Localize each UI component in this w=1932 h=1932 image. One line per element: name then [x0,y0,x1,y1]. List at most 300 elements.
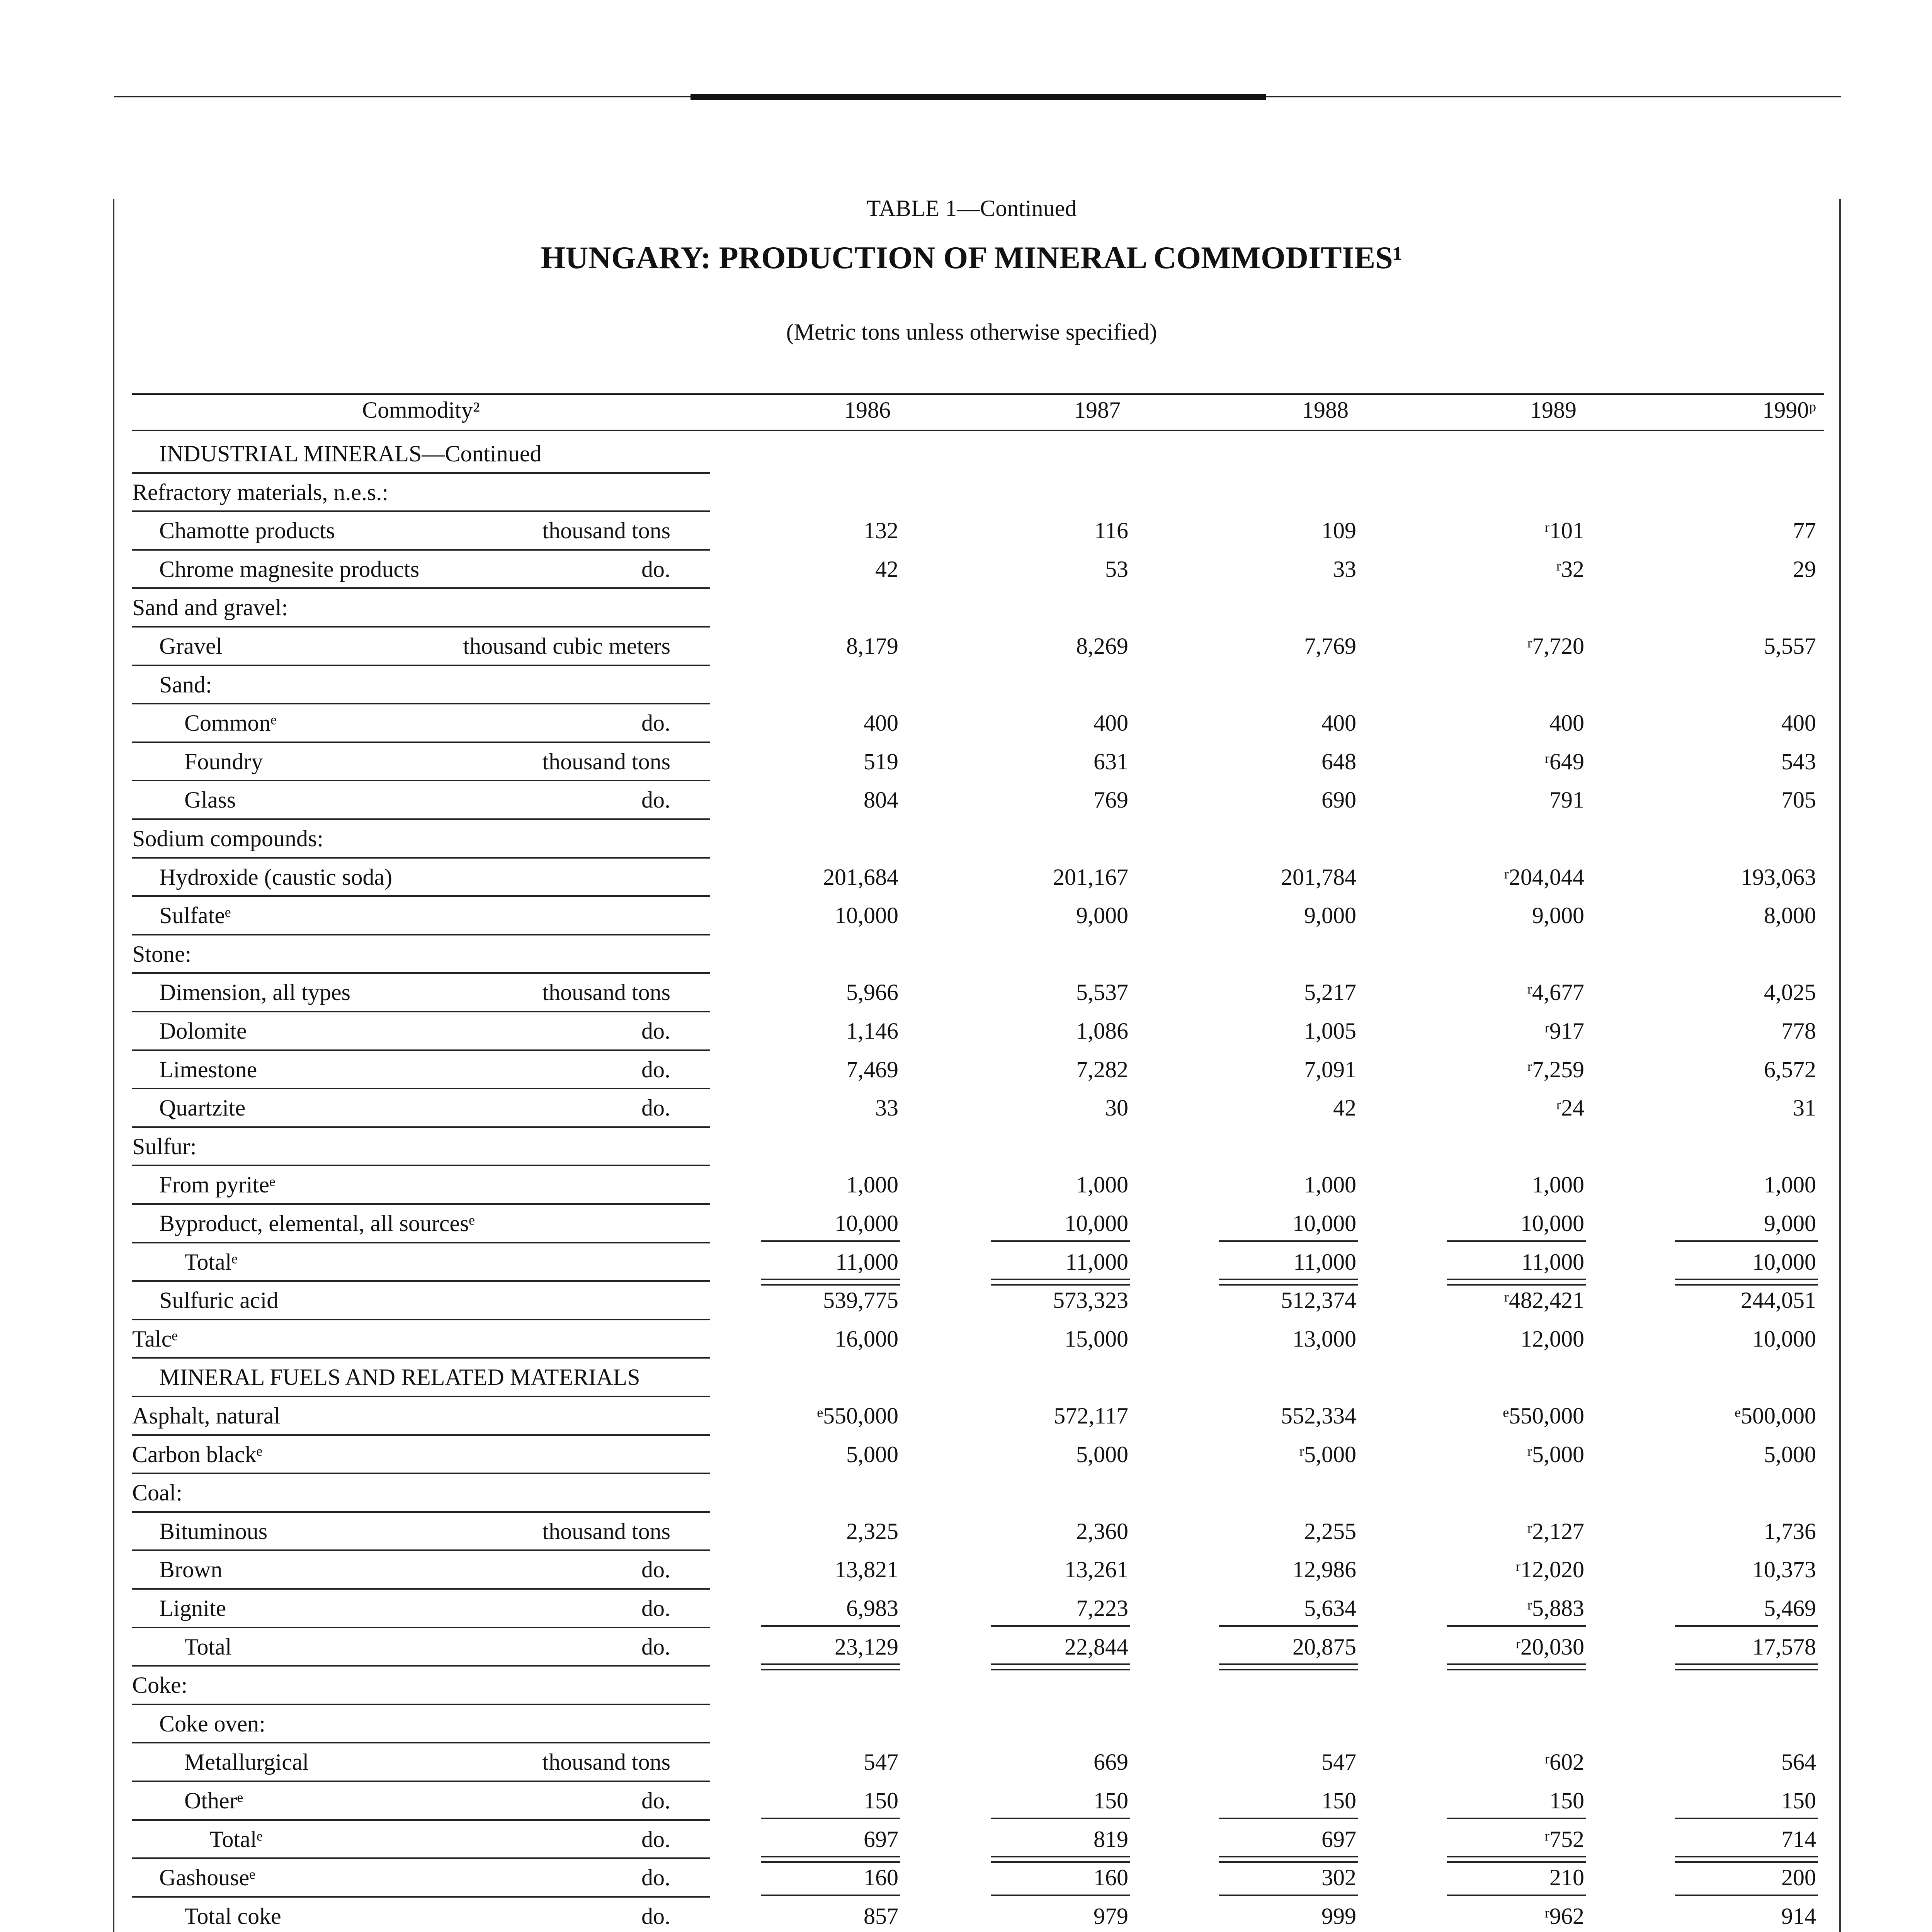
row-value: ʳ5,000 [1299,1441,1356,1467]
row-label: Lignite [159,1595,226,1621]
row-value: 4,025 [1764,980,1816,1005]
row-unit: thousand tons [542,980,670,1005]
row-label: Quartzite [159,1095,246,1121]
header-year: 1988 [1302,397,1349,423]
row-value: 5,000 [1764,1441,1816,1467]
row-rule [132,1126,710,1128]
row-unit: thousand tons [542,1749,670,1775]
row-label: Sand and gravel: [132,595,288,621]
row-value: 10,000 [835,903,898,929]
row-label: Metallurgical [184,1749,309,1775]
row-value: 519 [864,748,898,774]
row-value: 690 [1321,787,1356,813]
row-value: ʳ4,677 [1527,980,1584,1005]
row-label: Coal: [132,1480,182,1506]
value-double-underline [1219,1669,1358,1670]
row-value: 552,334 [1281,1403,1356,1429]
row-value: ʳ5,000 [1527,1441,1584,1467]
row-value: 16,000 [835,1326,898,1352]
row-value: 10,000 [1293,1211,1356,1236]
value-underline [1447,1856,1586,1857]
row-value: 12,986 [1293,1557,1356,1583]
row-rule [132,1473,710,1474]
row-value: 11,000 [1065,1249,1128,1275]
value-underline [1447,1240,1586,1242]
row-value: 512,374 [1281,1287,1356,1313]
row-value: ʳ7,720 [1527,633,1584,659]
row-rule [132,1857,710,1859]
value-underline [1219,1856,1358,1857]
row-label: INDUSTRIAL MINERALS—Continued [159,441,542,466]
row-value: 9,000 [1304,903,1356,929]
row-value: 1,000 [1076,1172,1128,1198]
value-underline [991,1895,1130,1896]
row-unit: thousand cubic meters [463,633,670,659]
table-subtitle: (Metric tons unless otherwise specified) [786,319,1157,345]
row-value: 20,875 [1293,1634,1356,1660]
row-rule [132,934,710,935]
row-value: ʳ482,421 [1503,1287,1584,1313]
row-rule [132,472,710,474]
row-value: 400 [1094,710,1128,736]
row-value: 631 [1094,748,1128,774]
row-rule [132,1319,710,1320]
row-value: 200 [1781,1865,1816,1891]
row-value: 705 [1781,787,1816,813]
value-underline [1219,1240,1358,1242]
row-value: 9,000 [1076,903,1128,929]
row-label: MINERAL FUELS AND RELATED MATERIALS [159,1364,640,1390]
row-label: Brown [159,1557,223,1583]
row-value: 6,983 [846,1595,898,1621]
row-value: 769 [1094,787,1128,813]
row-unit: do. [641,1056,670,1082]
row-value: 42 [1333,1095,1356,1121]
header-year: 1990ᵖ [1762,397,1816,423]
row-unit: do. [641,1788,670,1813]
row-label: From pyriteᵉ [159,1172,276,1198]
row-rule [132,857,710,859]
value-underline [991,1856,1130,1857]
row-rule [132,972,710,974]
row-label: Dolomite [159,1018,247,1044]
row-value: 8,269 [1076,633,1128,659]
row-value: ʳ101 [1544,518,1584,544]
row-value: 10,373 [1752,1557,1816,1583]
row-value: 10,000 [1065,1211,1128,1236]
row-unit: do. [641,1826,670,1852]
row-value: 109 [1321,518,1356,544]
row-label: Limestone [159,1056,257,1082]
row-value: 400 [1781,710,1816,736]
row-label: Chrome magnesite products [159,556,420,582]
header-year: 1989 [1530,397,1577,423]
row-value: ʳ7,259 [1527,1056,1584,1082]
value-underline [761,1240,900,1242]
row-rule [132,1242,710,1243]
row-value: 7,223 [1076,1595,1128,1621]
value-double-underline [1675,1284,1818,1286]
row-value: 2,255 [1304,1518,1356,1544]
header-year: 1987 [1074,397,1121,423]
row-value: 547 [864,1749,898,1775]
row-value: 648 [1321,748,1356,774]
row-label: Sulfateᵉ [159,903,231,929]
row-value: ʳ752 [1544,1826,1584,1852]
row-rule [132,1357,710,1359]
row-value: 5,469 [1764,1595,1816,1621]
table-title: HUNGARY: PRODUCTION OF MINERAL COMMODITIES¹ [541,240,1403,275]
value-underline [1219,1818,1358,1819]
row-unit: do. [641,1018,670,1044]
header-bottom-rule [132,430,1824,431]
row-value: ʳ24 [1556,1095,1584,1121]
row-rule [132,818,710,820]
row-value: 543 [1781,748,1816,774]
value-underline [761,1818,900,1819]
value-underline [991,1240,1130,1242]
row-rule [132,1627,710,1628]
left-margin-line [113,199,114,1932]
row-unit: thousand tons [542,1518,670,1544]
value-double-underline [761,1669,900,1670]
row-label: Total coke [184,1903,281,1929]
value-double-underline [1219,1861,1358,1863]
row-value: 30 [1105,1095,1128,1121]
value-underline [761,1663,900,1665]
row-label: Bituminous [159,1518,268,1544]
value-underline [761,1856,900,1857]
row-rule [132,1896,710,1898]
row-value: 1,005 [1304,1018,1356,1044]
row-value: 10,000 [1520,1211,1584,1236]
row-label: Refractory materials, n.e.s.: [132,479,389,505]
header-commodity: Commodity² [362,397,480,423]
value-underline [1675,1663,1818,1665]
row-value: 302 [1321,1865,1356,1891]
row-value: 150 [1094,1788,1128,1813]
value-double-underline [761,1284,900,1286]
row-value: 5,217 [1304,980,1356,1005]
row-rule [132,780,710,781]
row-value: 8,000 [1764,903,1816,929]
row-value: 999 [1321,1903,1356,1929]
value-underline [1447,1663,1586,1665]
row-rule [132,1203,710,1205]
row-unit: thousand tons [542,518,670,544]
row-rule [132,1165,710,1166]
value-double-underline [991,1669,1130,1670]
row-value: 2,360 [1076,1518,1128,1544]
row-rule [132,665,710,666]
row-value: 804 [864,787,898,813]
row-value: 697 [864,1826,898,1852]
row-rule [132,895,710,897]
row-value: 1,000 [1304,1172,1356,1198]
row-label: Totalᵉ [209,1826,263,1852]
value-underline [761,1625,900,1627]
row-value: 539,775 [823,1287,898,1313]
row-value: 6,572 [1764,1056,1816,1082]
value-underline [991,1625,1130,1627]
row-value: 979 [1094,1903,1128,1929]
row-unit: do. [641,1557,670,1583]
row-label: Gashouseᵉ [159,1865,255,1891]
row-rule [132,1704,710,1705]
row-label: Commonᵉ [184,710,277,736]
row-rule [132,1549,710,1551]
row-label: Coke: [132,1672,188,1698]
header-year: 1986 [844,397,891,423]
row-value: 564 [1781,1749,1816,1775]
row-value: 714 [1781,1826,1816,1852]
row-value: 1,000 [1764,1172,1816,1198]
row-label: Total [184,1634,232,1660]
row-value: 42 [875,556,898,582]
value-underline [991,1818,1130,1819]
row-value: 77 [1793,518,1816,544]
row-value: 201,167 [1053,864,1128,890]
row-value: 400 [864,710,898,736]
row-value: 2,325 [846,1518,898,1544]
row-value: 7,469 [846,1056,898,1082]
row-label: Dimension, all types [159,980,350,1005]
row-value: 53 [1105,556,1128,582]
row-value: 9,000 [1532,903,1584,929]
row-value: 10,000 [1752,1249,1816,1275]
row-value: 210 [1549,1865,1584,1891]
row-value: 132 [864,518,898,544]
row-value: 857 [864,1903,898,1929]
value-double-underline [1675,1861,1818,1863]
value-underline [1675,1818,1818,1819]
row-label: Talcᵉ [132,1326,178,1352]
row-label: Otherᵉ [184,1788,243,1813]
row-value: 11,000 [835,1249,898,1275]
row-rule [132,1049,710,1051]
value-underline [1219,1663,1358,1665]
row-value: ʳ2,127 [1527,1518,1584,1544]
value-double-underline [1219,1284,1358,1286]
row-value: 29 [1793,556,1816,582]
row-value: 669 [1094,1749,1128,1775]
row-rule [132,703,710,704]
row-value: 17,578 [1752,1634,1816,1660]
row-value: 201,684 [823,864,898,890]
value-double-underline [761,1861,900,1863]
value-double-underline [991,1861,1130,1863]
right-margin-line [1839,199,1841,1932]
row-rule [132,1781,710,1782]
value-underline [1447,1818,1586,1819]
row-value: 791 [1549,787,1584,813]
value-double-underline [1447,1861,1586,1863]
row-label: Sodium compounds: [132,826,324,851]
row-rule [132,1511,710,1513]
row-value: 573,323 [1053,1287,1128,1313]
value-underline [1447,1895,1586,1896]
row-label: Foundry [184,748,263,774]
row-unit: do. [641,1634,670,1660]
row-value: 1,736 [1764,1518,1816,1544]
value-underline [1219,1625,1358,1627]
value-underline [1675,1625,1818,1627]
row-unit: do. [641,1595,670,1621]
row-value: 5,557 [1764,633,1816,659]
value-underline [1675,1279,1818,1280]
row-label: Coke oven: [159,1711,265,1736]
value-underline [1219,1895,1358,1896]
row-value: 697 [1321,1826,1356,1852]
row-value: ʳ602 [1544,1749,1584,1775]
row-value: 819 [1094,1826,1128,1852]
row-label: Asphalt, natural [132,1403,281,1429]
row-unit: do. [641,787,670,813]
row-label: Totalᵉ [184,1249,238,1275]
row-value: 160 [864,1865,898,1891]
row-value: ʳ32 [1556,556,1584,582]
row-value: ᵉ550,000 [1503,1403,1584,1429]
value-underline [1447,1279,1586,1280]
row-value: 400 [1321,710,1356,736]
row-value: 547 [1321,1749,1356,1775]
row-value: 13,261 [1065,1557,1128,1583]
row-value: 150 [864,1788,898,1813]
value-underline [1675,1895,1818,1896]
row-label: Hydroxide (caustic soda) [159,864,393,890]
row-value: 7,091 [1304,1056,1356,1082]
row-value: 193,063 [1741,864,1816,890]
top-thick-rule [690,94,1266,100]
row-label: Chamotte products [159,518,335,544]
row-value: ᵉ500,000 [1735,1403,1816,1429]
value-underline [991,1663,1130,1665]
row-rule [132,1011,710,1012]
row-value: 33 [1333,556,1356,582]
row-value: 400 [1549,710,1584,736]
row-label: Gravel [159,633,223,659]
row-value: 1,000 [846,1172,898,1198]
row-rule [132,1665,710,1667]
row-value: 11,000 [1293,1249,1356,1275]
row-value: 150 [1549,1788,1584,1813]
row-value: 1,146 [846,1018,898,1044]
row-value: 13,821 [835,1557,898,1583]
value-underline [1675,1856,1818,1857]
row-value: 12,000 [1520,1326,1584,1352]
row-value: 31 [1793,1095,1816,1121]
row-value: 5,634 [1304,1595,1356,1621]
row-value: 1,086 [1076,1018,1128,1044]
value-underline [761,1895,900,1896]
row-value: 11,000 [1521,1249,1584,1275]
row-value: 1,000 [1532,1172,1584,1198]
row-rule [132,742,710,743]
row-rule [132,1088,710,1089]
row-value: ʳ5,883 [1527,1595,1584,1621]
row-unit: do. [641,556,670,582]
row-value: 244,051 [1741,1287,1816,1313]
row-value: ʳ12,020 [1515,1557,1584,1583]
row-rule [132,510,710,512]
value-underline [1447,1625,1586,1627]
row-rule [132,587,710,589]
row-value: 150 [1781,1788,1816,1813]
row-rule [132,1280,710,1282]
row-rule [132,1588,710,1590]
value-underline [991,1279,1130,1280]
row-rule [132,549,710,551]
row-unit: do. [641,1865,670,1891]
row-unit: do. [641,710,670,736]
row-value: 778 [1781,1018,1816,1044]
row-value: 33 [875,1095,898,1121]
row-value: ᵉ550,000 [817,1403,898,1429]
row-value: 23,129 [835,1634,898,1660]
value-underline [1675,1240,1818,1242]
value-double-underline [1447,1669,1586,1670]
row-value: 201,784 [1281,864,1356,890]
row-value: 5,000 [846,1441,898,1467]
row-value: ʳ649 [1544,748,1584,774]
row-label: Sand: [159,672,212,697]
row-value: 22,844 [1065,1634,1128,1660]
row-value: 9,000 [1764,1211,1816,1236]
row-unit: do. [641,1095,670,1121]
row-value: 5,537 [1076,980,1128,1005]
value-double-underline [991,1284,1130,1286]
row-value: ʳ962 [1544,1903,1584,1929]
row-value: 10,000 [835,1211,898,1236]
table-caption: TABLE 1—Continued [866,196,1077,221]
row-value: 13,000 [1293,1326,1356,1352]
row-value: 7,282 [1076,1056,1128,1082]
row-rule [132,1819,710,1821]
value-underline [761,1279,900,1280]
row-value: 8,179 [846,633,898,659]
row-value: 10,000 [1752,1326,1816,1352]
row-value: 7,769 [1304,633,1356,659]
value-underline [1219,1279,1358,1280]
row-rule [132,1742,710,1743]
row-value: 116 [1094,518,1128,544]
header-top-rule [132,393,1824,395]
row-value: 5,966 [846,980,898,1005]
row-value: 914 [1781,1903,1816,1929]
row-unit: thousand tons [542,748,670,774]
row-label: Byproduct, elemental, all sourcesᵉ [159,1211,475,1236]
row-unit: do. [641,1903,670,1929]
row-value: 15,000 [1065,1326,1128,1352]
row-value: 572,117 [1054,1403,1128,1429]
row-label: Glass [184,787,236,813]
row-label: Stone: [132,941,192,967]
row-rule [132,1396,710,1397]
row-value: ʳ917 [1544,1018,1584,1044]
value-double-underline [1447,1284,1586,1286]
row-value: 160 [1094,1865,1128,1891]
row-value: 150 [1321,1788,1356,1813]
value-double-underline [1675,1669,1818,1670]
row-rule [132,626,710,628]
row-label: Carbon blackᵉ [132,1441,262,1467]
row-value: ʳ204,044 [1503,864,1584,890]
row-label: Sulfur: [132,1133,197,1159]
row-rule [132,1434,710,1436]
row-value: 5,000 [1076,1441,1128,1467]
row-value: ʳ20,030 [1515,1634,1584,1660]
row-label: Sulfuric acid [159,1287,279,1313]
